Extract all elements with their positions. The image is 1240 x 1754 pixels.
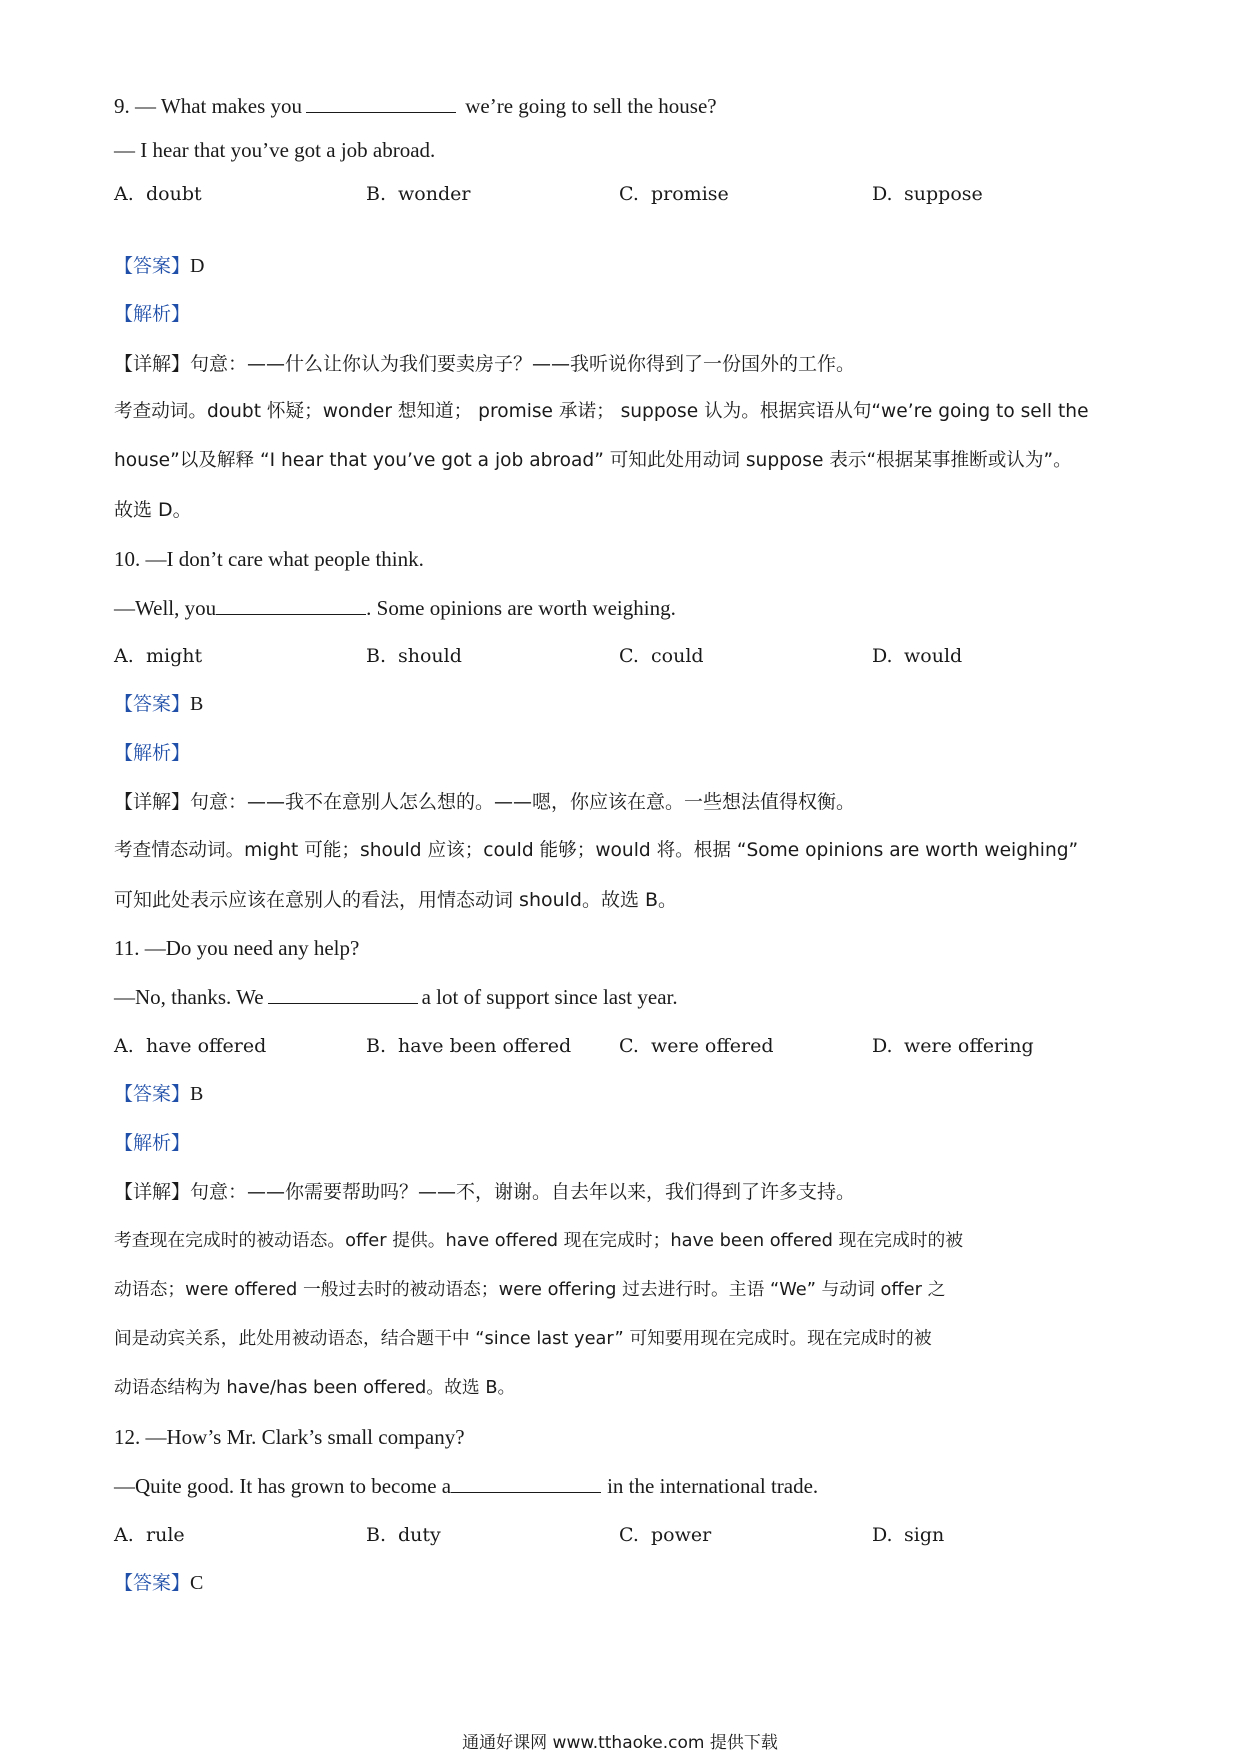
q11-detail: 【详解】句意：——你需要帮助吗？——不，谢谢。自去年以来，我们得到了许多支持。 — [114, 1181, 856, 1203]
detail-tag: 【详解】 — [114, 791, 191, 813]
q11-option-b[interactable]: B. have been offered — [366, 1035, 572, 1057]
q11-explanation-line-3: 间是动宾关系，此处用被动语态，结合题干中 “since last year” 可知要用现在完成时。现在完成时的被 — [114, 1328, 932, 1349]
answer-tag: 【答案】 — [114, 255, 191, 277]
q9-answer — [114, 252, 204, 280]
answer-letter: B — [190, 693, 204, 715]
q10-option-d[interactable]: D. would — [872, 645, 963, 667]
answer-letter: D — [190, 255, 205, 277]
q9-analysis-tag: 【解析】 — [114, 303, 191, 325]
q9-explanation-line-1: 考查动词。doubt 怀疑；wonder 想知道； promise 承诺； suppose 认为。根据宾语从句“we’re going to sell the — [114, 401, 1089, 422]
q11-option-c[interactable]: C. were offered — [619, 1035, 774, 1057]
q11-analysis-tag: 【解析】 — [114, 1132, 191, 1154]
q11-stem: 11. —Do you need any help? — [114, 936, 360, 960]
q10-answer — [114, 690, 203, 718]
answer-tag: 【答案】 — [114, 1572, 191, 1594]
q11-answer — [114, 1080, 203, 1108]
q12-stem: 12. —How’s Mr. Clark’s small company? — [114, 1425, 465, 1449]
q9-stem — [114, 92, 717, 120]
q10-options — [114, 642, 1134, 670]
q9-explanation-line-2: house”以及解释 “I hear that you’ve got a job abroad” 可知此处用动词 suppose 表示“根据某事推断或认为”。 — [114, 450, 1072, 471]
q10-explanation-line-2: 可知此处表示应该在意别人的看法，用情态动词 should。故选 B。 — [114, 889, 678, 911]
q10-blank[interactable] — [216, 594, 366, 615]
q12-options — [114, 1521, 1134, 1549]
q12-blank[interactable] — [451, 1472, 601, 1493]
page-footer: 通通好课网 www.tthaoke.com 提供下载 — [462, 1733, 778, 1753]
q9-reply: — I hear that you’ve got a job abroad. — [114, 138, 436, 162]
q11-blank[interactable] — [268, 983, 418, 1004]
q10-stem: 10. —I don’t care what people think. — [114, 547, 424, 571]
q12-reply: —Quite good. It has grown to become a in the international trade. — [114, 1474, 819, 1498]
q10-option-b[interactable]: B. should — [366, 645, 462, 667]
detail-tag: 【详解】 — [114, 1181, 191, 1203]
q10-detail: 【详解】句意：——我不在意别人怎么想的。——嗯，你应该在意。一些想法值得权衡。 — [114, 791, 856, 813]
q9-option-c[interactable]: C. promise — [619, 183, 729, 205]
answer-letter: B — [190, 1083, 204, 1105]
q9-option-a[interactable]: A. doubt — [114, 183, 202, 205]
q12-option-a[interactable]: A. rule — [114, 1524, 185, 1546]
q11-explanation-line-2: 动语态；were offered 一般过去时的被动语态；were offering 过去进行时。主语 “We” 与动词 offer 之 — [114, 1279, 946, 1300]
q9-options — [114, 180, 1134, 208]
q12-option-d[interactable]: D. sign — [872, 1524, 945, 1546]
q11-explanation-line-4: 动语态结构为 have/has been offered。故选 B。 — [114, 1377, 516, 1398]
q11-option-a[interactable]: A. have offered — [114, 1035, 267, 1057]
answer-tag: 【答案】 — [114, 693, 191, 715]
q9-stem-end: we’re going to sell the house? — [465, 94, 717, 118]
q12-option-c[interactable]: C. power — [619, 1524, 712, 1546]
answer-letter: C — [190, 1572, 204, 1594]
q12-answer — [114, 1569, 203, 1597]
detail-tag: 【详解】 — [114, 353, 191, 375]
answer-tag: 【答案】 — [114, 1083, 191, 1105]
q9-explanation-line-3: 故选 D。 — [114, 499, 192, 521]
q11-option-d[interactable]: D. were offering — [872, 1035, 1034, 1057]
q10-explanation-line-1: 考查情态动词。might 可能；should 应该；could 能够；would 将。根据 “Some opinions are worth weighing” — [114, 840, 1079, 861]
q10-analysis-tag: 【解析】 — [114, 742, 191, 764]
q10-reply: —Well, you . Some opinions are worth weighing. — [114, 596, 676, 620]
q9-blank[interactable] — [306, 92, 456, 113]
q9-option-b[interactable]: B. wonder — [366, 183, 471, 205]
q9-stem-start: 9. — What makes you — [114, 94, 302, 118]
q9-detail: 【详解】句意：——什么让你认为我们要卖房子？——我听说你得到了一份国外的工作。 — [114, 353, 856, 375]
q11-explanation-line-1: 考查现在完成时的被动语态。offer 提供。have offered 现在完成时；have been offered 现在完成时的被 — [114, 1230, 964, 1251]
q10-option-a[interactable]: A. might — [114, 645, 203, 667]
q11-reply: —No, thanks. We a lot of support since last year. — [114, 985, 678, 1009]
q12-option-b[interactable]: B. duty — [366, 1524, 441, 1546]
q10-option-c[interactable]: C. could — [619, 645, 704, 667]
q11-options — [114, 1032, 1134, 1060]
q9-option-d[interactable]: D. suppose — [872, 183, 983, 205]
